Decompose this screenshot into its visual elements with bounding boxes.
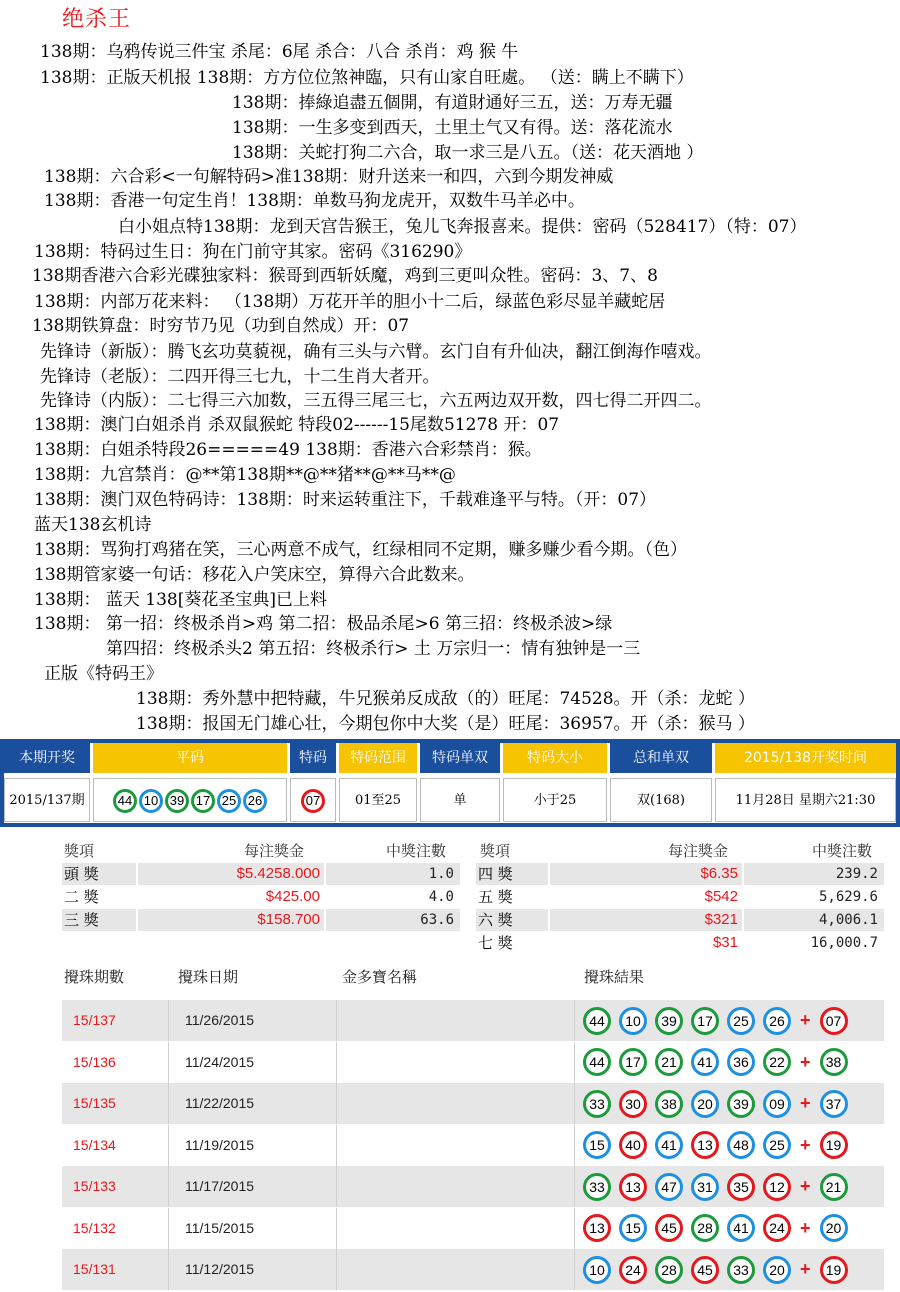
lottery-ball: 12 (763, 1173, 791, 1201)
lottery-ball: 47 (655, 1173, 683, 1201)
lottery-ball: 09 (763, 1090, 791, 1118)
prediction-line: 138期：捧綠追盡五個開，有道財通好三五，送：万寿无疆 (232, 93, 673, 113)
plus-sign: + (800, 1176, 811, 1196)
special-ball: 20 (820, 1214, 848, 1242)
plus-sign: + (800, 1217, 811, 1238)
lottery-ball: 13 (619, 1173, 647, 1201)
current-draw-table (0, 739, 900, 827)
lottery-ball: 17 (191, 789, 215, 813)
lottery-ball: 45 (655, 1214, 683, 1242)
draw-sum-odd-even: 双(168) (610, 778, 712, 822)
result-date: 11/24/2015 (169, 1042, 337, 1083)
result-date: 11/12/2015 (169, 1249, 337, 1290)
header-next-draw-time: 2015/138开奖时间 (715, 743, 896, 773)
draw-odd-even: 单 (420, 778, 500, 822)
result-row (62, 1166, 884, 1207)
prediction-line: 138期：白姐杀特段26=====49 138期：香港六合彩禁肖：猴。 (34, 440, 542, 460)
result-issue: 15/133 (62, 1166, 169, 1207)
page-title: 绝杀王 (62, 7, 132, 32)
result-balls (582, 1249, 855, 1290)
prize-name: 三 獎 (62, 909, 136, 931)
lottery-ball: 28 (691, 1214, 719, 1242)
special-ball: 07 (301, 789, 325, 813)
prediction-line: 先锋诗（老版）：二四开得三七九，十二生肖大者开。 (40, 367, 440, 387)
prediction-line: 蓝天138玄机诗 (34, 515, 152, 535)
plus-sign: + (800, 1259, 811, 1279)
lottery-ball: 33 (583, 1090, 611, 1118)
prediction-line: 138期管家婆一句话：移花入户笑床空，算得六合此数来。 (34, 565, 475, 585)
prediction-line: 138期：骂狗打鸡猪在笑，三心两意不成气，红绿相同不定期，赚多赚少看今期。（色） (34, 540, 687, 560)
result-name (337, 1249, 575, 1290)
lottery-ball: 26 (243, 789, 267, 813)
prediction-line: 138期：澳门白姐杀肖 杀双鼠猴蛇 特段02------15尾数51278 开：07 (34, 415, 560, 435)
results-header-balls: 攪珠結果 (584, 968, 645, 986)
lottery-ball: 20 (763, 1256, 791, 1284)
prediction-line: 138期：特码过生日：狗在门前守其家。密码《316290》 (34, 242, 472, 262)
result-balls (582, 1166, 855, 1207)
prize-name: 頭 獎 (62, 863, 136, 885)
plus-sign: + (800, 1134, 811, 1155)
prize-header-prize-right: 每注獎金 (668, 842, 729, 860)
prize-name: 四 獎 (476, 863, 548, 885)
prize-header-count-right: 中獎注數 (812, 842, 873, 860)
header-special-odd-even: 特码单双 (420, 743, 500, 773)
header-special-number: 特码 (290, 743, 336, 773)
prediction-line: 138期香港六合彩光碟独家料：猴哥到西斩妖魔，鸡到三更叫众牲。密码：3、7、8 (32, 266, 658, 286)
lottery-ball: 41 (691, 1048, 719, 1076)
lottery-ball: 28 (655, 1256, 683, 1284)
prize-name: 七 獎 (478, 934, 513, 952)
prediction-line: 138期：香港一句定生肖！138期：单数马狗龙虎开，双数牛马羊必中。 (44, 191, 585, 211)
result-date: 11/26/2015 (169, 1000, 337, 1041)
lottery-ball: 35 (727, 1173, 755, 1201)
result-date: 11/22/2015 (169, 1083, 337, 1124)
special-ball: 19 (820, 1256, 848, 1284)
result-balls (582, 1042, 855, 1083)
prediction-line: 138期：秀外慧中把特藏，牛兄猴弟反成敌（的）旺尾：74528。开（杀：龙蛇 ） (136, 689, 755, 709)
prize-amount: $425.00 (265, 888, 320, 905)
lottery-ball: 36 (727, 1048, 755, 1076)
draw-next-time: 11月28日 星期六21:30 (715, 778, 896, 822)
prize-amount: $31 (712, 934, 738, 951)
prize-amount: $321 (550, 909, 742, 931)
result-issue: 15/134 (62, 1125, 169, 1166)
lottery-ball: 25 (217, 789, 241, 813)
lottery-ball: 15 (619, 1214, 647, 1242)
prize-count: 5,629.6 (818, 889, 878, 905)
result-balls (582, 1125, 855, 1166)
lottery-ball: 24 (763, 1214, 791, 1242)
lottery-ball: 38 (655, 1090, 683, 1118)
header-current-draw: 本期开奖 (4, 743, 90, 773)
lottery-ball: 10 (139, 789, 163, 813)
result-row (62, 1125, 884, 1166)
lottery-ball: 33 (583, 1173, 611, 1201)
lottery-ball: 41 (655, 1131, 683, 1159)
draw-issue: 2015/137期 (4, 778, 90, 822)
lottery-ball: 20 (691, 1090, 719, 1118)
prediction-line: 138期：澳门双色特码诗：138期：时来运转重注下，千载难逢平与特。（开：07） (34, 490, 657, 510)
result-balls (582, 1208, 855, 1249)
lottery-ball: 33 (727, 1256, 755, 1284)
prediction-line: 先锋诗（新版）：腾飞玄功莫藐视，确有三头与六臂。玄门自有升仙决，翻江倒海作嘻戏。 (40, 342, 712, 362)
results-header-name: 金多寶名稱 (342, 968, 418, 986)
special-ball: 38 (820, 1048, 848, 1076)
prediction-line: 138期：正版天机报 138期：方方位位煞神臨，只有山家自旺處。 （送：瞒上不瞒下） (40, 68, 694, 88)
header-sum-odd-even: 总和单双 (610, 743, 712, 773)
lottery-ball: 45 (691, 1256, 719, 1284)
result-issue: 15/135 (62, 1083, 169, 1124)
special-ball: 37 (820, 1090, 848, 1118)
prize-header-name-right: 獎項 (480, 842, 511, 860)
result-issue: 15/132 (62, 1208, 169, 1249)
result-name (337, 1042, 575, 1083)
result-row (62, 1249, 884, 1290)
prediction-line: 138期： 蓝天 138[葵花圣宝典]已上料 (34, 590, 327, 610)
result-issue: 15/136 (62, 1042, 169, 1083)
lottery-ball: 15 (583, 1131, 611, 1159)
lottery-ball: 40 (619, 1131, 647, 1159)
lottery-ball: 24 (619, 1256, 647, 1284)
lottery-ball: 21 (655, 1048, 683, 1076)
prediction-line: 138期：关蛇打狗二六合，取一求三是八五。（送：花天酒地 ） (232, 143, 704, 163)
special-ball: 19 (820, 1131, 848, 1159)
result-name (337, 1083, 575, 1124)
prediction-line: 138期：内部万花来料： （138期）万花开羊的胆小十二后，绿蓝色彩尽显羊藏蛇居 (34, 292, 666, 312)
prize-header-prize-left: 每注獎金 (244, 842, 305, 860)
prediction-line: 138期：六合彩<一句解特码>准138期：财升送来一和四，六到今期发神威 (44, 167, 614, 187)
prize-name: 五 獎 (478, 888, 513, 906)
prediction-line: 138期：乌鸦传说三件宝 杀尾：6尾 杀合：八合 杀肖：鸡 猴 牛 (40, 42, 519, 62)
lottery-ball: 10 (619, 1007, 647, 1035)
prize-name: 二 獎 (64, 888, 99, 906)
result-row (62, 1083, 884, 1124)
prediction-line: 白小姐点特138期：龙到天宫告猴王，兔儿飞奔报喜来。提供：密码（528417）（特：07） (118, 217, 807, 237)
prize-count: 4.0 (428, 889, 454, 905)
plus-sign: + (800, 1093, 811, 1113)
lottery-ball: 17 (619, 1048, 647, 1076)
lottery-ball: 13 (691, 1131, 719, 1159)
plus-sign: + (800, 1010, 811, 1030)
result-date: 11/19/2015 (169, 1125, 337, 1166)
lottery-ball: 31 (691, 1173, 719, 1201)
draw-special-ball (290, 778, 336, 822)
lottery-ball: 25 (727, 1007, 755, 1035)
prediction-line: 正版《特码王》 (44, 664, 163, 684)
lottery-ball: 22 (763, 1048, 791, 1076)
result-name (337, 1000, 575, 1041)
prize-amount: $158.700 (138, 909, 324, 931)
result-row (62, 1042, 884, 1083)
draw-regular-balls (93, 778, 287, 822)
prediction-line: 138期：报国无门雄心壮，今期包你中大奖（是）旺尾：36957。开（杀：猴马 ） (136, 714, 755, 734)
result-name (337, 1166, 575, 1207)
lottery-ball: 39 (165, 789, 189, 813)
prize-count: 63.6 (326, 909, 460, 931)
prize-count: 16,000.7 (810, 935, 878, 951)
result-row (62, 1208, 884, 1249)
lottery-ball: 39 (727, 1090, 755, 1118)
prize-header-count-left: 中獎注數 (386, 842, 447, 860)
prediction-line: 第四招：终极杀头2 第五招：终极杀行> 土 万宗归一：情有独钟是一三 (106, 639, 641, 659)
lottery-ball: 39 (655, 1007, 683, 1035)
prize-amount: $542 (704, 888, 738, 905)
lottery-ball: 10 (583, 1256, 611, 1284)
result-date: 11/17/2015 (169, 1166, 337, 1207)
lottery-ball: 26 (763, 1007, 791, 1035)
lottery-ball: 17 (691, 1007, 719, 1035)
special-ball: 21 (820, 1173, 848, 1201)
draw-range: 01至25 (339, 778, 417, 822)
lottery-ball: 13 (583, 1214, 611, 1242)
special-ball: 07 (820, 1007, 848, 1035)
prize-count: 4,006.1 (744, 909, 884, 931)
prize-count: 1.0 (326, 863, 460, 885)
header-special-range: 特码范围 (339, 743, 417, 773)
lottery-ball: 44 (583, 1007, 611, 1035)
lottery-ball: 44 (113, 789, 137, 813)
result-row (62, 1000, 884, 1041)
lottery-ball: 25 (763, 1131, 791, 1159)
results-header-issue: 攪珠期數 (64, 968, 125, 986)
prediction-line: 138期：九宫禁肖：@**第138期**@**猪**@**马**@ (34, 465, 456, 485)
prediction-line: 138期：一生多变到西天，土里土气又有得。送：落花流水 (232, 118, 673, 138)
results-header-date: 攪珠日期 (178, 968, 239, 986)
prize-amount: $6.35 (550, 863, 742, 885)
lottery-ball: 48 (727, 1131, 755, 1159)
result-name (337, 1208, 575, 1249)
result-balls (582, 1000, 855, 1041)
draw-size: 小于25 (503, 778, 607, 822)
lottery-ball: 30 (619, 1090, 647, 1118)
header-special-size: 特码大小 (503, 743, 607, 773)
prize-count: 239.2 (744, 863, 884, 885)
lottery-ball: 41 (727, 1214, 755, 1242)
prediction-line: 先锋诗（内版）：二七得三六加数，三五得三尾三七，六五两边双开数，四七得二开四二。 (40, 391, 712, 411)
header-regular-numbers: 平码 (93, 743, 287, 773)
prize-amount: $5.4258.000 (138, 863, 324, 885)
prediction-line: 138期： 第一招：终极杀肖>鸡 第二招：极品杀尾>6 第三招：终极杀波>绿 (34, 614, 613, 634)
prediction-line: 138期铁算盘：时穷节乃见（功到自然成）开：07 (32, 316, 410, 336)
prize-header-name-left: 獎項 (64, 842, 95, 860)
result-balls (582, 1083, 855, 1124)
result-date: 11/15/2015 (169, 1208, 337, 1249)
prize-name: 六 獎 (476, 909, 548, 931)
result-issue: 15/131 (62, 1249, 169, 1290)
lottery-ball: 44 (583, 1048, 611, 1076)
plus-sign: + (800, 1051, 811, 1072)
result-issue: 15/137 (62, 1000, 169, 1041)
result-name (337, 1125, 575, 1166)
